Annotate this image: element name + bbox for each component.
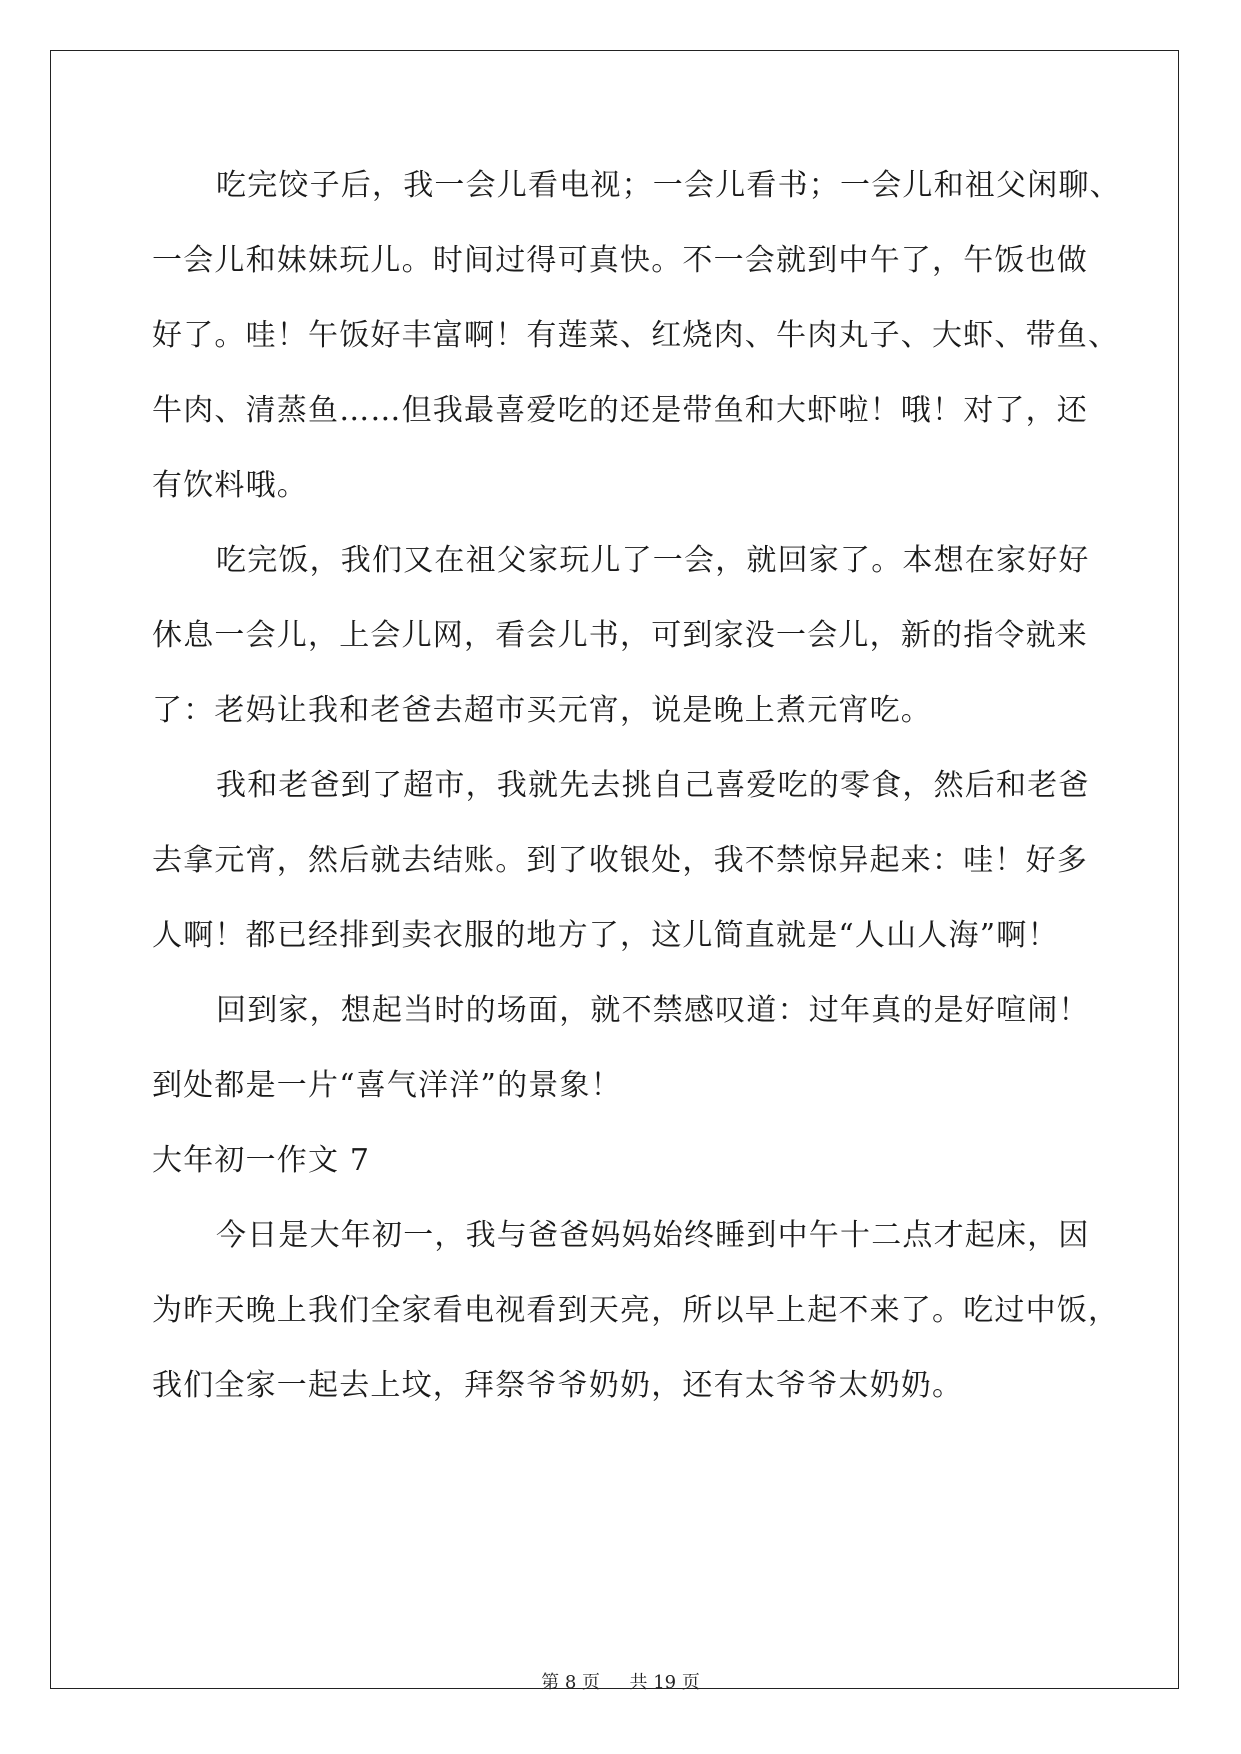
- paragraph-5-line-2: 为昨天晚上我们全家看电视看到天亮，所以早上起不来了。吃过中饭，: [152, 1293, 1120, 1328]
- paragraph-1-line-2: 一会儿和妹妹玩儿。时间过得可真快。不一会就到中午了，午饭也做: [152, 243, 1088, 278]
- paragraph-5-line-3: 我们全家一起去上坟，拜祭爷爷奶奶，还有太爷爷太奶奶。: [152, 1368, 964, 1403]
- paragraph-3-line-3: 人啊！都已经排到卖衣服的地方了，这儿简直就是“人山人海”啊！: [152, 918, 1059, 953]
- paragraph-3-line-1: 我和老爸到了超市，我就先去挑自己喜爱吃的零食，然后和老爸: [216, 768, 1090, 803]
- paragraph-2-line-1: 吃完饭，我们又在祖父家玩儿了一会，就回家了。本想在家好好: [216, 543, 1090, 578]
- page-total: 共 19 页: [629, 1672, 700, 1693]
- section-title: 大年初一作文 7: [152, 1143, 371, 1178]
- paragraph-2-line-2: 休息一会儿，上会儿网，看会儿书，可到家没一会儿，新的指令就来: [152, 618, 1088, 653]
- paragraph-1-line-3: 好了。哇！午饭好丰富啊！有莲菜、红烧肉、牛肉丸子、大虾、带鱼、: [152, 318, 1120, 353]
- paragraph-1-line-4: 牛肉、清蒸鱼……但我最喜爱吃的还是带鱼和大虾啦！哦！对了，还: [152, 393, 1088, 428]
- paragraph-3-line-2: 去拿元宵，然后就去结账。到了收银处，我不禁惊异起来：哇！好多: [152, 843, 1088, 878]
- paragraph-4-line-2: 到处都是一片“喜气洋洋”的景象！: [152, 1068, 622, 1103]
- paragraph-2-line-3: 了：老妈让我和老爸去超市买元宵，说是晚上煮元宵吃。: [152, 693, 932, 728]
- paragraph-5-line-1: 今日是大年初一，我与爸爸妈妈始终睡到中午十二点才起床，因: [216, 1218, 1090, 1253]
- paragraph-1-line-1: 吃完饺子后，我一会儿看电视；一会儿看书；一会儿和祖父闲聊、: [216, 168, 1121, 203]
- page-footer: [0, 1668, 1241, 1694]
- paragraph-4-line-1: 回到家，想起当时的场面，就不禁感叹道：过年真的是好喧闹！: [216, 993, 1090, 1028]
- paragraph-1-line-5: 有饮料哦。: [152, 468, 308, 503]
- page-number: 第 8 页: [541, 1672, 601, 1693]
